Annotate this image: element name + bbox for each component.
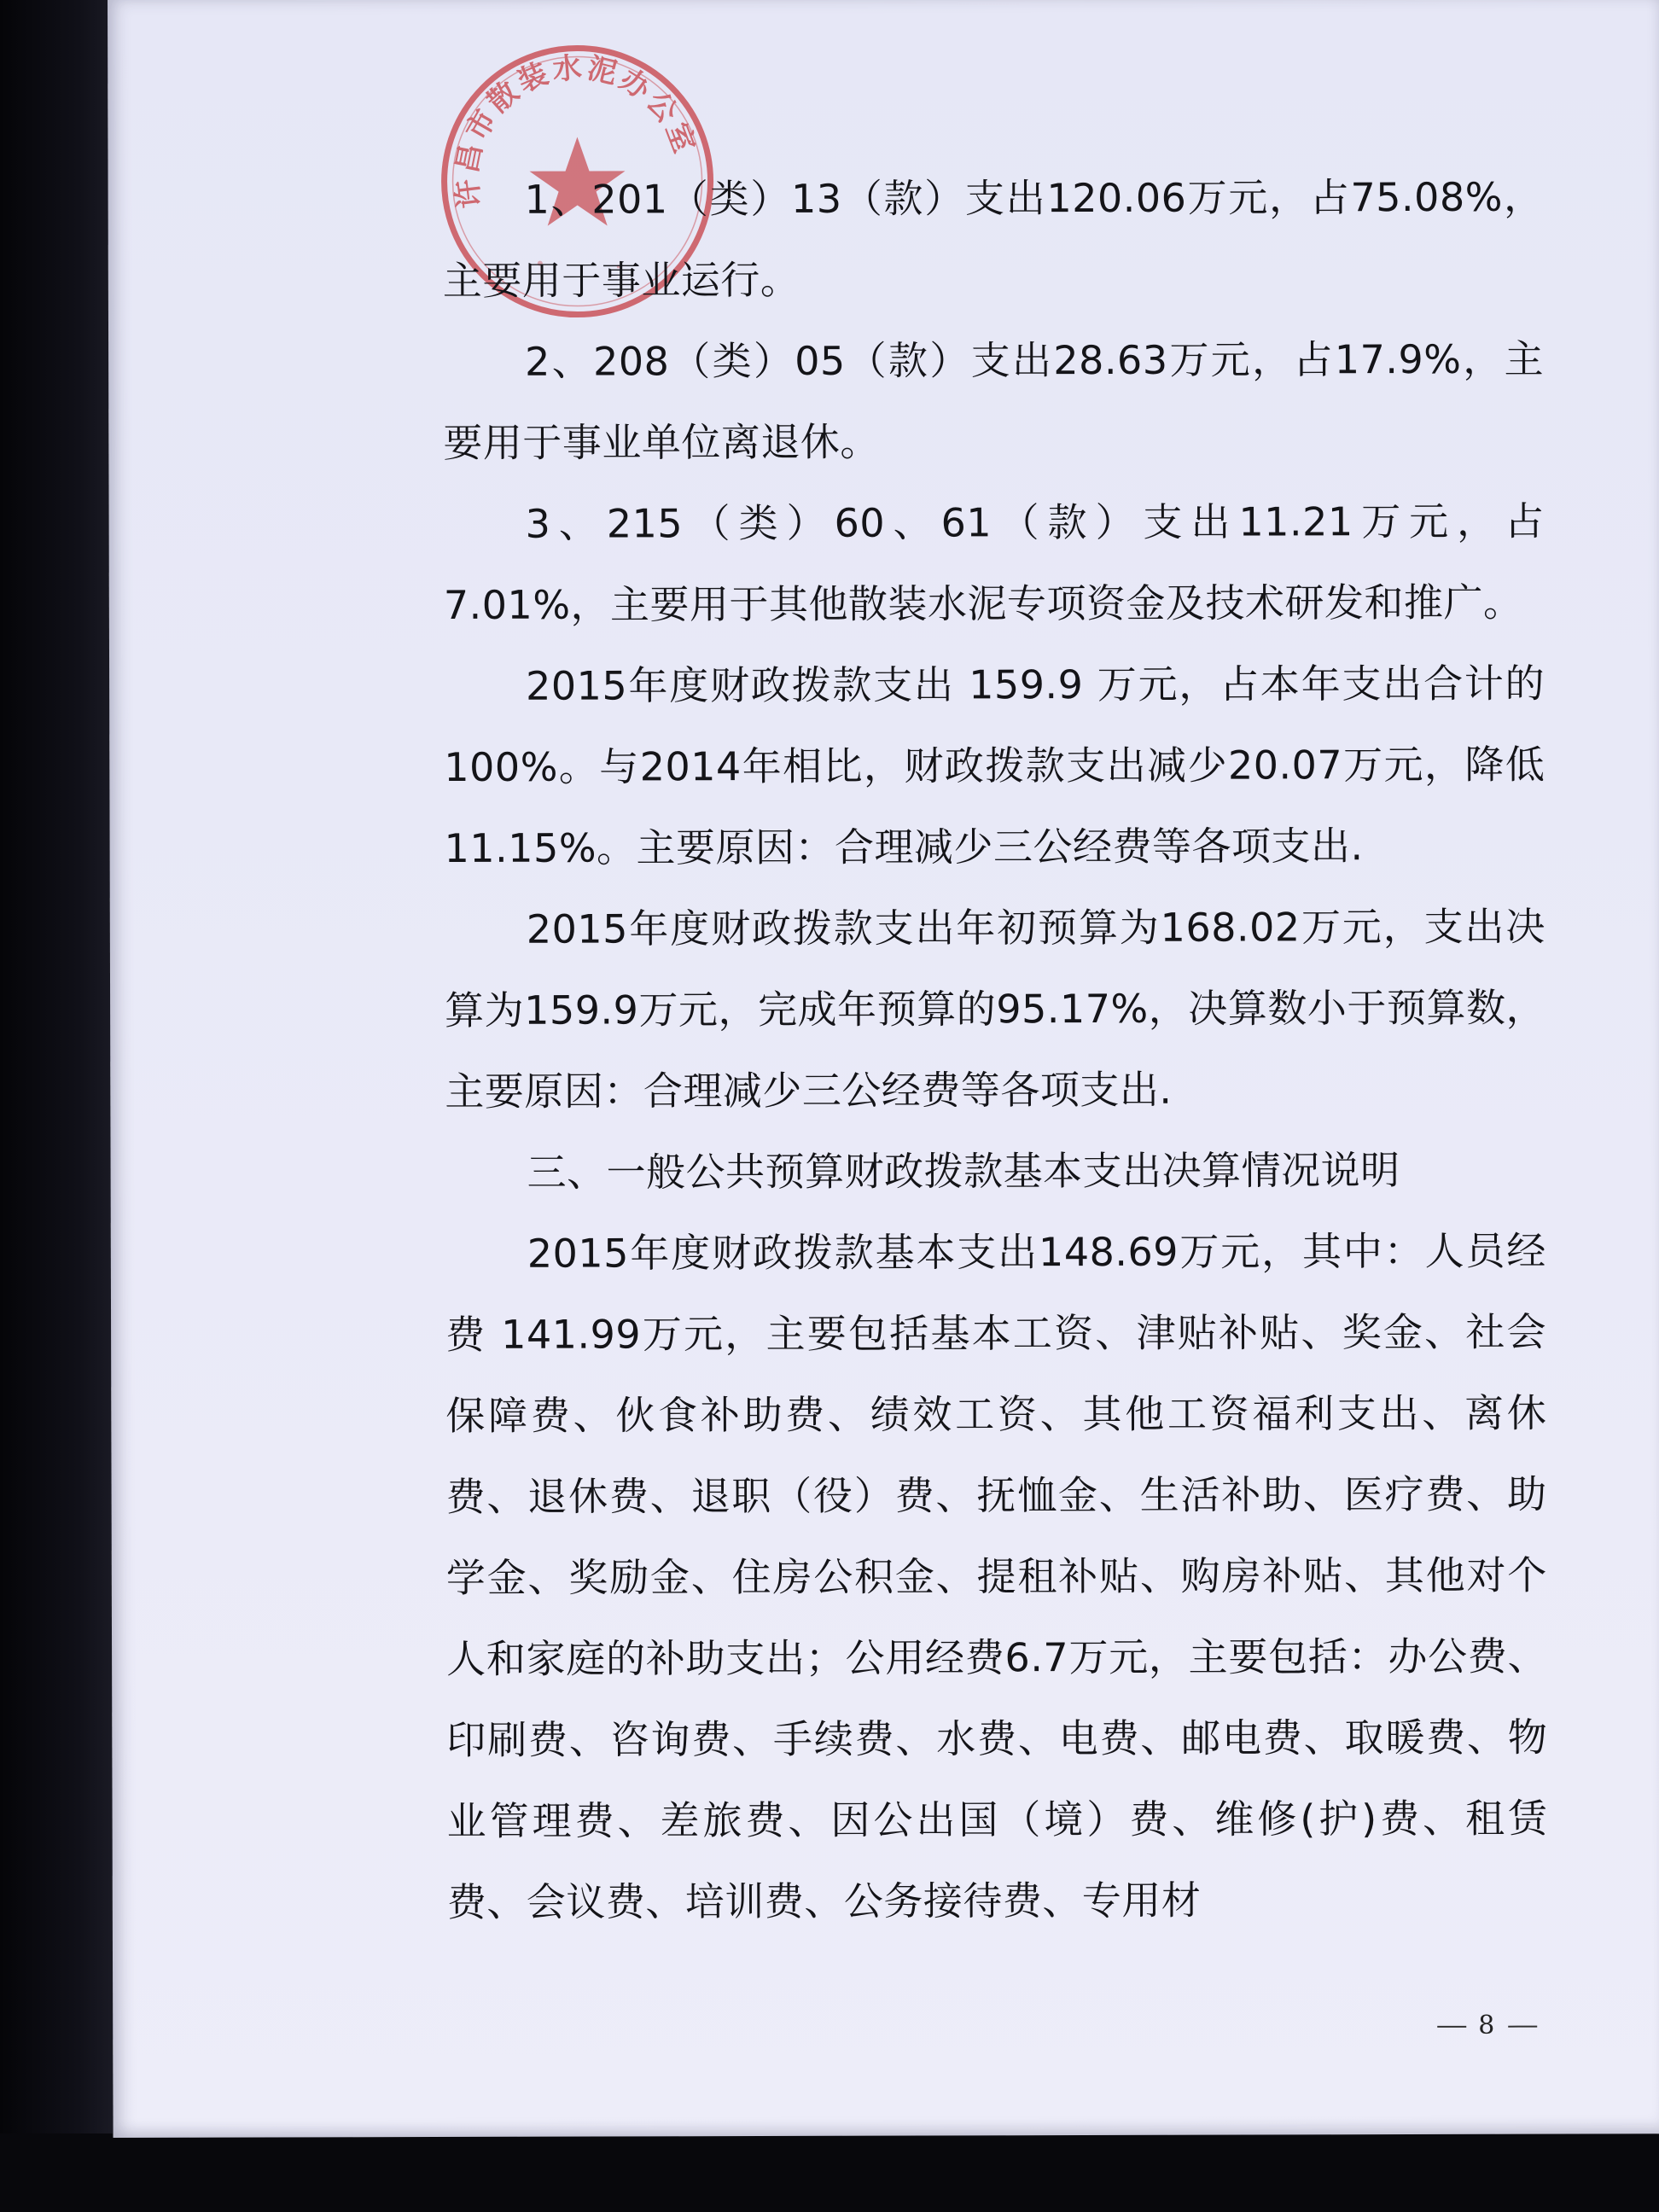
paragraph-1: 1、201（类）13（款）支出120.06万元，占75.08%，主要用于事业运行。 — [442, 173, 1544, 304]
paragraph-4: 2015年度财政拨款支出 159.9 万元，占本年支出合计的100%。与2014年相比，财政拨款支出减少20.07万元，降低11.15%。主要原因：合理减少三公经费等各项支出. — [444, 660, 1545, 871]
page-number-dash-right — [1508, 2026, 1537, 2028]
page-number-dash-left — [1437, 2026, 1466, 2028]
section-heading: 三、一般公共预算财政拨款基本支出决算情况说明 — [527, 1147, 1400, 1196]
document-page — [108, 0, 1659, 2138]
paragraph-3: 3、215（类）60、61（款）支出11.21万元，占7.01%，主要用于其他散装水泥专项资金及技术研发和推广。 — [443, 498, 1545, 628]
page-number-value: 8 — [1478, 2010, 1497, 2040]
backdrop-bottom — [0, 2133, 1659, 2212]
document-text — [442, 157, 1547, 1943]
paragraph-5: 2015年度财政拨款支出年初预算为168.02万元，支出决算为159.9万元，完成年预算的95.17%，决算数小于预算数，主要原因：合理减少三公经费等各项支出. — [445, 903, 1546, 1115]
paragraph-2: 2、208（类）05（款）支出28.63万元，占17.9%，主要用于事业单位离退休。 — [443, 335, 1545, 466]
paragraph-6: 2015年度财政拨款基本支出148.69万元，其中：人员经费 141.99万元，主要包括基本工资、津贴补贴、奖金、社会保障费、伙食补助费、绩效工资、其他工资福利支出、离休费、退休费、退职（役）费、抚恤金、生活补助、医疗费、助学金、奖励金、住房公积金、提租补贴、购房补贴、其他对个人和家庭的补助支出；公用经费6.7万元，主要包括：办公费、印刷费、咨询费、手续费、水费、电费、邮电费、取暖费、物业管理费、差旅费、因公出国（境）费、维修(护)费、租赁费、会议费、培训费、公务接待费、专用材 — [445, 1227, 1548, 1925]
page-number — [1425, 2011, 1549, 2040]
backdrop-left — [0, 0, 113, 2212]
seal-text: 许昌市散装水泥办公室 — [449, 50, 703, 211]
